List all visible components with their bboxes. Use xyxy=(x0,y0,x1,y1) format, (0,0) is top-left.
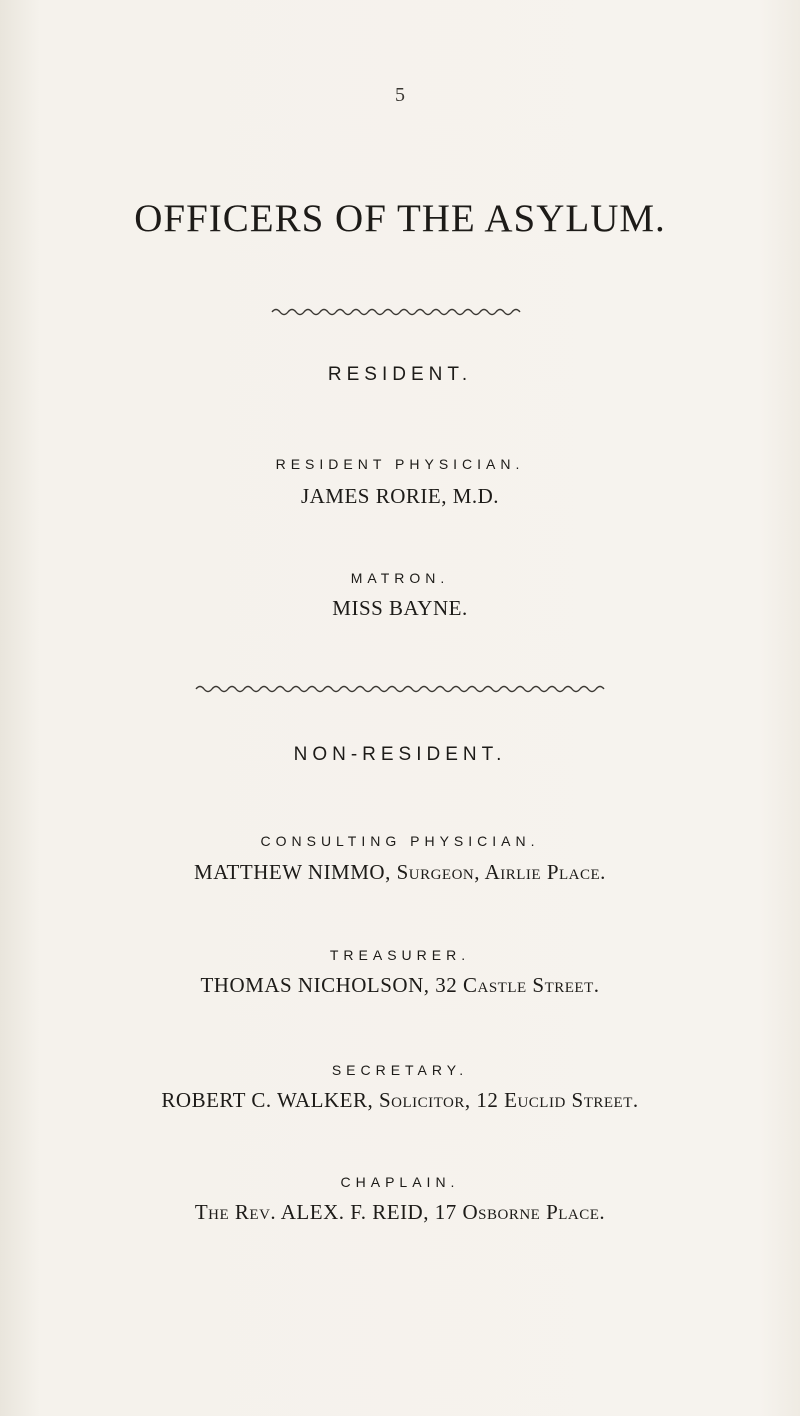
non-resident-heading: NON-RESIDENT. xyxy=(293,744,507,765)
name-secretary: ROBERT C. WALKER, xyxy=(161,1088,374,1112)
page-number: 5 xyxy=(395,84,405,106)
name-resident-physician: JAMES RORIE, M.D. xyxy=(300,484,500,508)
entry-treasurer xyxy=(0,973,800,998)
prefix-chaplain: The Rev. xyxy=(194,1200,277,1224)
role-matron: MATRON. xyxy=(350,570,450,586)
entry-chaplain xyxy=(0,1200,800,1225)
wavy-divider-top xyxy=(0,306,800,318)
entry-consulting-physician xyxy=(0,860,800,885)
detail-secretary: Solicitor, 12 Euclid Street. xyxy=(378,1088,639,1112)
role-resident-physician: RESIDENT PHYSICIAN. xyxy=(275,456,525,472)
name-treasurer: THOMAS NICHOLSON, xyxy=(200,973,430,997)
detail-treasurer: 32 Castle Street. xyxy=(435,973,600,997)
role-chaplain: CHAPLAIN. xyxy=(340,1174,460,1190)
entry-secretary xyxy=(0,1088,800,1113)
detail-chaplain: 17 Osborne Place. xyxy=(434,1200,606,1224)
detail-consulting-physician: Surgeon, Airlie Place. xyxy=(396,860,606,884)
name-matron: MISS BAYNE. xyxy=(332,596,468,620)
name-chaplain: ALEX. F. REID, xyxy=(280,1200,429,1224)
wavy-divider-middle xyxy=(0,683,800,695)
role-secretary: SECRETARY. xyxy=(331,1062,469,1078)
role-consulting-physician: CONSULTING PHYSICIAN. xyxy=(260,833,540,849)
name-consulting-physician: MATTHEW NIMMO, xyxy=(194,860,391,884)
resident-heading: RESIDENT. xyxy=(327,364,473,385)
role-treasurer: TREASURER. xyxy=(329,947,471,963)
page-title: OFFICERS OF THE ASYLUM. xyxy=(134,197,666,240)
